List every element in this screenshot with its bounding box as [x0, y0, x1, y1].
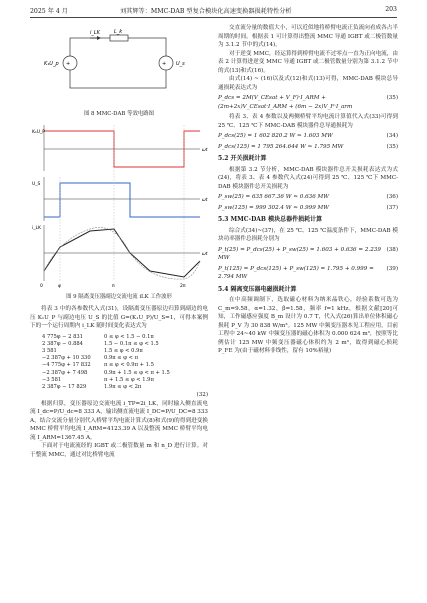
label-us: U_s [176, 61, 185, 67]
equation-36 [218, 193, 398, 202]
equation-38 [218, 246, 398, 263]
svg-text:+: + [162, 61, 167, 67]
eq-32-number: (32) [196, 392, 208, 399]
right-paragraph-7: 在中高频调制下，选取磁心材料为纳米晶铁心，经验系数可选为 C_m=9.58，α=1.32，β=1.58，频率 f=1 kHz，根据文献[20]可知，工作磁感应强度 B_m 设计为 0.7 T，代入式(26)算出单位体积磁心损耗 P_V 为 30 838 W/m³。125 MW 中频变压器本见工程应用，目前工程中 24~40 kW 中频变压器的磁心体积为 0.000 624 m³，按照等比例估计 125 MW 中频变压器磁心体积约为 2 m³，故得到磁心损耗 P_FE 为(由于磁材料非线性，留有 10%裕量) [218, 297, 398, 354]
pw-cond: 1.5 ≤ φ < 0.9π [104, 347, 143, 354]
pw-cond: 0.9π ≤ φ < π [104, 355, 138, 362]
label-ilk: i_LK [90, 30, 100, 36]
axis-wt-2: ωt [202, 198, 208, 203]
fig9-waveform-chart [30, 121, 208, 289]
pw-cond: 0.9π + 1.5 ≤ φ < π + 1.5 [104, 369, 170, 376]
header-title: 刘其辉等：MMC-DAB 型复合模块化高速变换器损耗特性分析 [120, 8, 292, 15]
axis-phi: φ [58, 284, 61, 289]
eq-body: P_sw(25) = 635 667.36 W ≈ 0.636 MW [218, 194, 330, 200]
equation-39 [218, 265, 398, 282]
axis-zero: 0 [40, 284, 43, 289]
equation-37 [218, 204, 398, 213]
panel-us [32, 177, 208, 221]
equation-35a [218, 94, 398, 111]
pw-expr: −2 387φ + 10 330 [42, 355, 91, 362]
fig9-caption: 图 9 隔离变压器副边交流电流 iLK 工作波形 [66, 293, 172, 300]
panel-up [32, 125, 208, 171]
axis-2pi: 2π [180, 284, 186, 289]
axis-wt-1: ωt [202, 148, 208, 153]
section-5-4-heading: 5.4 隔离变压器电磁损耗计算 [218, 285, 297, 293]
equation-35b [218, 143, 398, 152]
equation-34 [218, 132, 398, 141]
right-paragraph-5: 根据第 3.2 节分析，MMC-DAB 模块器件总开关损耗表达式为式(24)，将表 3、表 4 参数代入式(24)可得到 25 ℃、125 ℃下 MMC-DAB 模块器件总开关损耗为 [218, 166, 398, 190]
fig8-caption: 图 8 MMC-DAB 等效电路图 [83, 110, 155, 117]
pw-expr: 4 775φ − 2 831 [42, 333, 83, 340]
eq-number: (34) [386, 133, 398, 139]
eq-number: (35) [386, 95, 398, 101]
eq-number: (39) [386, 265, 398, 272]
eq-body: P_dcs(25) = 1 602 820.2 W ≈ 1.603 MW [218, 133, 333, 139]
pw-expr: 2 387φ − 0.884 [42, 340, 83, 347]
pw-expr: 2 387φ − 17 829 [42, 383, 87, 390]
inductor-symbol [110, 35, 128, 41]
pw-cond: 1.5 − 0.1π ≤ φ < 1.5 [104, 340, 159, 347]
eq-number: (35) [386, 143, 398, 150]
pw-cond: π + 1.5 ≤ φ < 1.9π [104, 376, 154, 383]
eq-body: P_dcs(125) = 1 795 264.644 W ≈ 1.795 MW [218, 143, 344, 150]
eq-number: (36) [386, 194, 398, 200]
panel-us-label: U_S [32, 182, 41, 187]
right-paragraph-3: 由式(14) ~ (16)以及式(12)和式(13)可得，MMC-DAB 模块总导通损耗表达式为 [218, 76, 398, 91]
right-paragraph-6: 综合式(34)~(37)，在 25 ℃、125 ℃温度条件下，MMC-DAB 模块功率器件总损耗分别为 [218, 227, 398, 242]
right-column [218, 24, 398, 356]
eq-body: P_t(125) = P_dcs(125) + P_sw(125) = 1.795 + 0.999 = 2.794 MW [218, 265, 374, 280]
panel-up-label: K₁U_P [32, 130, 46, 135]
panel-ilk [32, 225, 208, 289]
label-lk: L_k [114, 29, 123, 35]
right-paragraph-1: 交直流分量的数值大小，可以近似地将桥臂电流正负流向看成各占半周期的时间。根据表 1 可计算得出整流 MMC 导通 IGBT 或二极管数量为 3.1.2 节中的式(14)。 [218, 25, 398, 48]
header-page-number: 203 [385, 6, 397, 13]
axis-pi: π [112, 284, 115, 289]
right-paragraph-2: 对于逆变 MMC，经运算得到桥臂电流不过零点一直为正向电流，由表 2 计算得进逆变 MMC 导通 IGBT 或二极管数量分别为第 3.1.2 节中的式(13)和式(16)。 [218, 50, 398, 74]
eq-number: (37) [386, 204, 398, 211]
panel-ilk-label: i_LK [32, 226, 41, 231]
right-paragraph-4: 将表 3、表 4 参数以及两侧桥臂平均电流计算值代入式(33)可得到 25 ℃、125 ℃下 MMC-DAB 模块器件总导通损耗为 [218, 114, 398, 129]
left-column [30, 24, 208, 459]
piecewise-equation [42, 334, 208, 392]
eq-number: (38) [386, 246, 398, 253]
pw-cond: 0 ≤ φ < 1.5 − 0.1π [104, 333, 154, 340]
page-header [30, 5, 397, 18]
pw-cond: π ≤ φ < 0.9π + 1.5 [104, 362, 154, 369]
pw-expr: −4 775φ + 17 832 [42, 362, 91, 369]
pw-cond: 1.9π ≤ φ < 2π [104, 383, 142, 390]
left-paragraph-3: 下面对于电流流经的 IGBT 或二极管数量 m 和 n_D 进行计算。对于整流 MMC，通过对比桥臂电流 [30, 443, 208, 458]
label-k1up: K₁U_p [44, 61, 59, 67]
pw-expr: −3 581 [42, 376, 62, 383]
svg-text:+: + [66, 61, 71, 67]
eq-body: P_dcs = 2M(V_CEsat + V_F)·I_ARM + (2m+2x)V_CEsat·I_ARM + (6m − 2x)V_F·I_arm [218, 95, 353, 110]
fig8-circuit-diagram [30, 24, 208, 106]
section-5-2-heading: 5.2 开关损耗计算 [218, 155, 267, 162]
axis-wt-3: ωt [202, 252, 208, 257]
left-paragraph-2: 根据归算，变压器原边交流电流 i_TP=2i_LK，同时输入侧直流电流 I_dc=P/U_dc=8 333 A，输出侧直流电流 I_DC=P/U_DC=8 333 A，结合交流分量分别代入桥臂平均电流计算式(8)和式(9)的得到进变换 MMC 桥臂平均电流 I_ARM=4123.39 A 以及整流 MMC 桥臂平均电流 I_ARM=1367.45 A。 [30, 400, 208, 441]
left-paragraph-1: 将表 3 中的各参数代入式(31)，设隔离变压器原边归算到副边的电压 K₁U_P 与副边电压 U_S 的比值 G=(K₁U_P)/U_S=1，可得本案例下的一个运行周期内 i_LK 随时间变化表达式为 [30, 306, 208, 329]
eq-body: P_t(25) = P_dcs(25) + P_sw(25) = 1.603 + 0.636 = 2.239 MW [218, 246, 381, 261]
pw-expr: 3 581 [42, 347, 57, 354]
section-5-3-heading: 5.3 MMC-DAB 模块总器件损耗计算 [218, 216, 323, 223]
pw-expr: −2 387φ + 7 498 [42, 369, 88, 376]
header-date: 2025 年 4 月 [30, 8, 68, 15]
eq-body: P_sw(125) = 999 302.4 W ≈ 0.999 MW [218, 204, 330, 211]
